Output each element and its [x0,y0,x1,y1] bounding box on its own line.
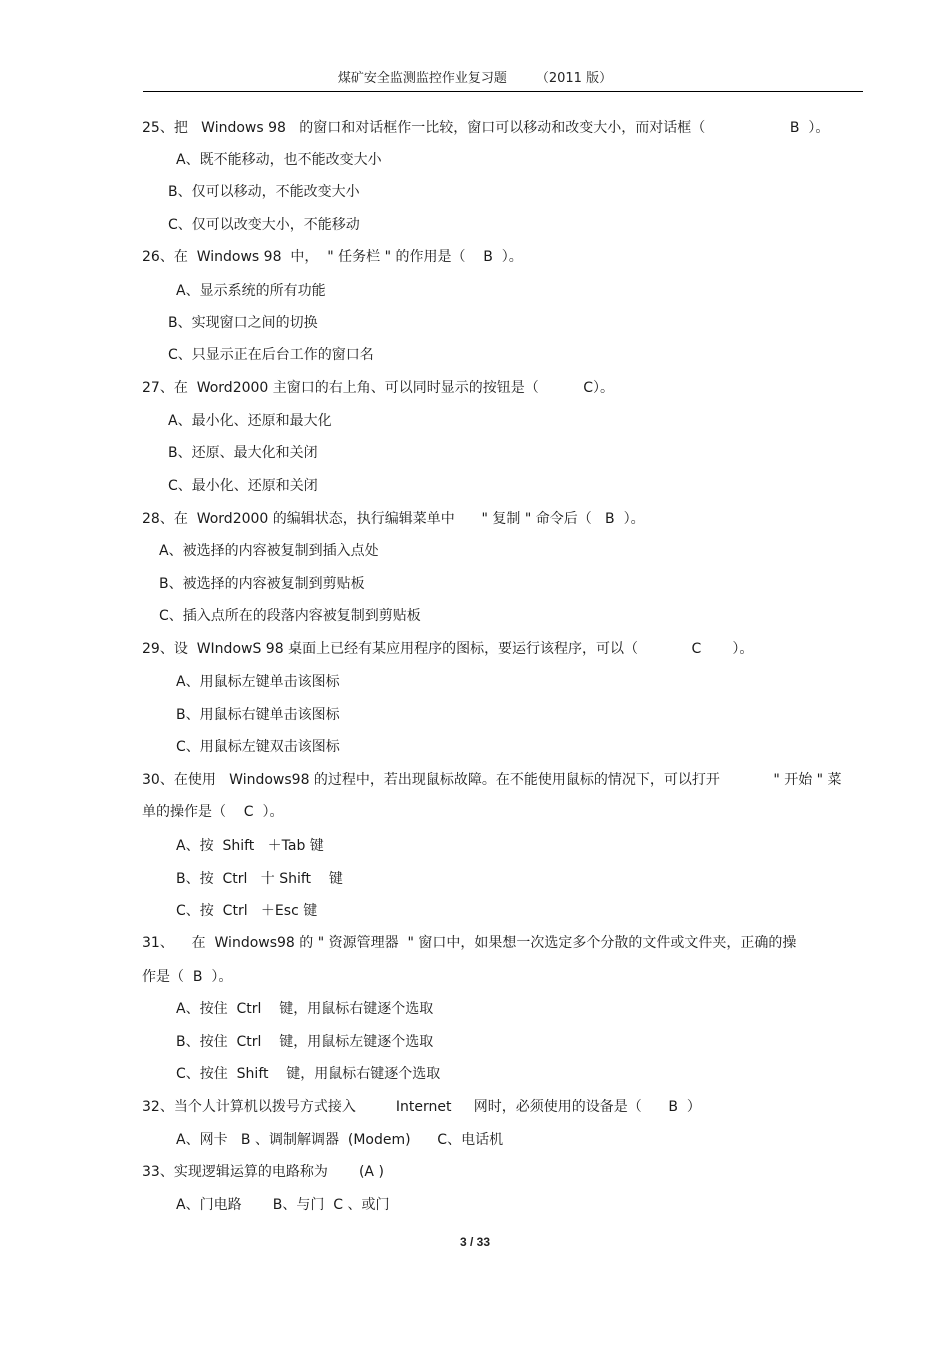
option-30-c: C、按 Ctrl ＋Esc 键 [176,903,318,919]
option-29-c: C、用鼠标左键双击该图标 [176,739,340,755]
question-31: 31、 在 Windows98 的 " 资源管理器 " 窗口中，如果想一次选定多个分散的文件或文件夹，正确的操 [142,935,797,951]
question-29: 29、设 WIndowS 98 桌面上已经有某应用程序的图标，要运行该程序，可以（ C ）。 [142,641,754,657]
option-25-b: B、仅可以移动，不能改变大小 [168,184,360,200]
question-33: 33、实现逻辑运算的电路称为 (A ) [142,1164,384,1180]
page-header-title: 煤矿安全监测监控作业复习题 （2011 版） [337,71,613,86]
options-33: A、门电路 B、与门 C 、或门 [176,1197,390,1213]
option-29-b: B、用鼠标右键单击该图标 [176,707,340,723]
header-divider [143,91,863,92]
option-31-c: C、按住 Shift 键，用鼠标右键逐个选取 [176,1066,441,1082]
option-29-a: A、用鼠标左键单击该图标 [176,674,340,690]
options-32: A、网卡 B 、调制解调器 (Modem) C、电话机 [176,1132,504,1148]
page-number: 3 / 33 [459,1235,491,1249]
question-31-cont: 作是（ B ）。 [142,969,233,985]
option-28-a: A、被选择的内容被复制到插入点处 [159,543,379,559]
question-28: 28、在 Word2000 的编辑状态，执行编辑菜单中 " 复制 " 命令后（ B ）。 [142,511,645,527]
question-27: 27、在 Word2000 主窗口的右上角、可以同时显示的按钮是（ C）。 [142,380,615,396]
question-25: 25、把 Windows 98 的窗口和对话框作一比较，窗口可以移动和改变大小，而对话框（ B ）。 [142,120,830,136]
option-26-c: C、只显示正在后台工作的窗口名 [168,347,374,363]
option-30-b: B、按 Ctrl 十 Shift 键 [176,871,343,887]
option-26-a: A、显示系统的所有功能 [176,283,326,299]
option-25-a: A、既不能移动，也不能改变大小 [176,152,382,168]
question-30-cont: 单的操作是（ C ）。 [142,804,284,820]
option-31-a: A、按住 Ctrl 键，用鼠标右键逐个选取 [176,1001,434,1017]
option-31-b: B、按住 Ctrl 键，用鼠标左键逐个选取 [176,1034,434,1050]
option-28-b: B、被选择的内容被复制到剪贴板 [159,576,365,592]
option-25-c: C、仅可以改变大小，不能移动 [168,217,360,233]
question-30: 30、在使用 Windows98 的过程中，若出现鼠标故障。在不能使用鼠标的情况下，可以打开 " 开始 " 菜 [142,772,842,788]
option-30-a: A、按 Shift ＋Tab 键 [176,838,324,854]
option-26-b: B、实现窗口之间的切换 [168,315,318,331]
option-28-c: C、插入点所在的段落内容被复制到剪贴板 [159,608,421,624]
option-27-b: B、还原、最大化和关闭 [168,445,318,461]
option-27-c: C、最小化、还原和关闭 [168,478,318,494]
question-32: 32、当个人计算机以拨号方式接入 Internet 网时，必须使用的设备是（ B ） [142,1099,701,1115]
option-27-a: A、最小化、还原和最大化 [168,413,332,429]
question-26: 26、在 Windows 98 中， " 任务栏 " 的作用是（ B ）。 [142,249,523,265]
